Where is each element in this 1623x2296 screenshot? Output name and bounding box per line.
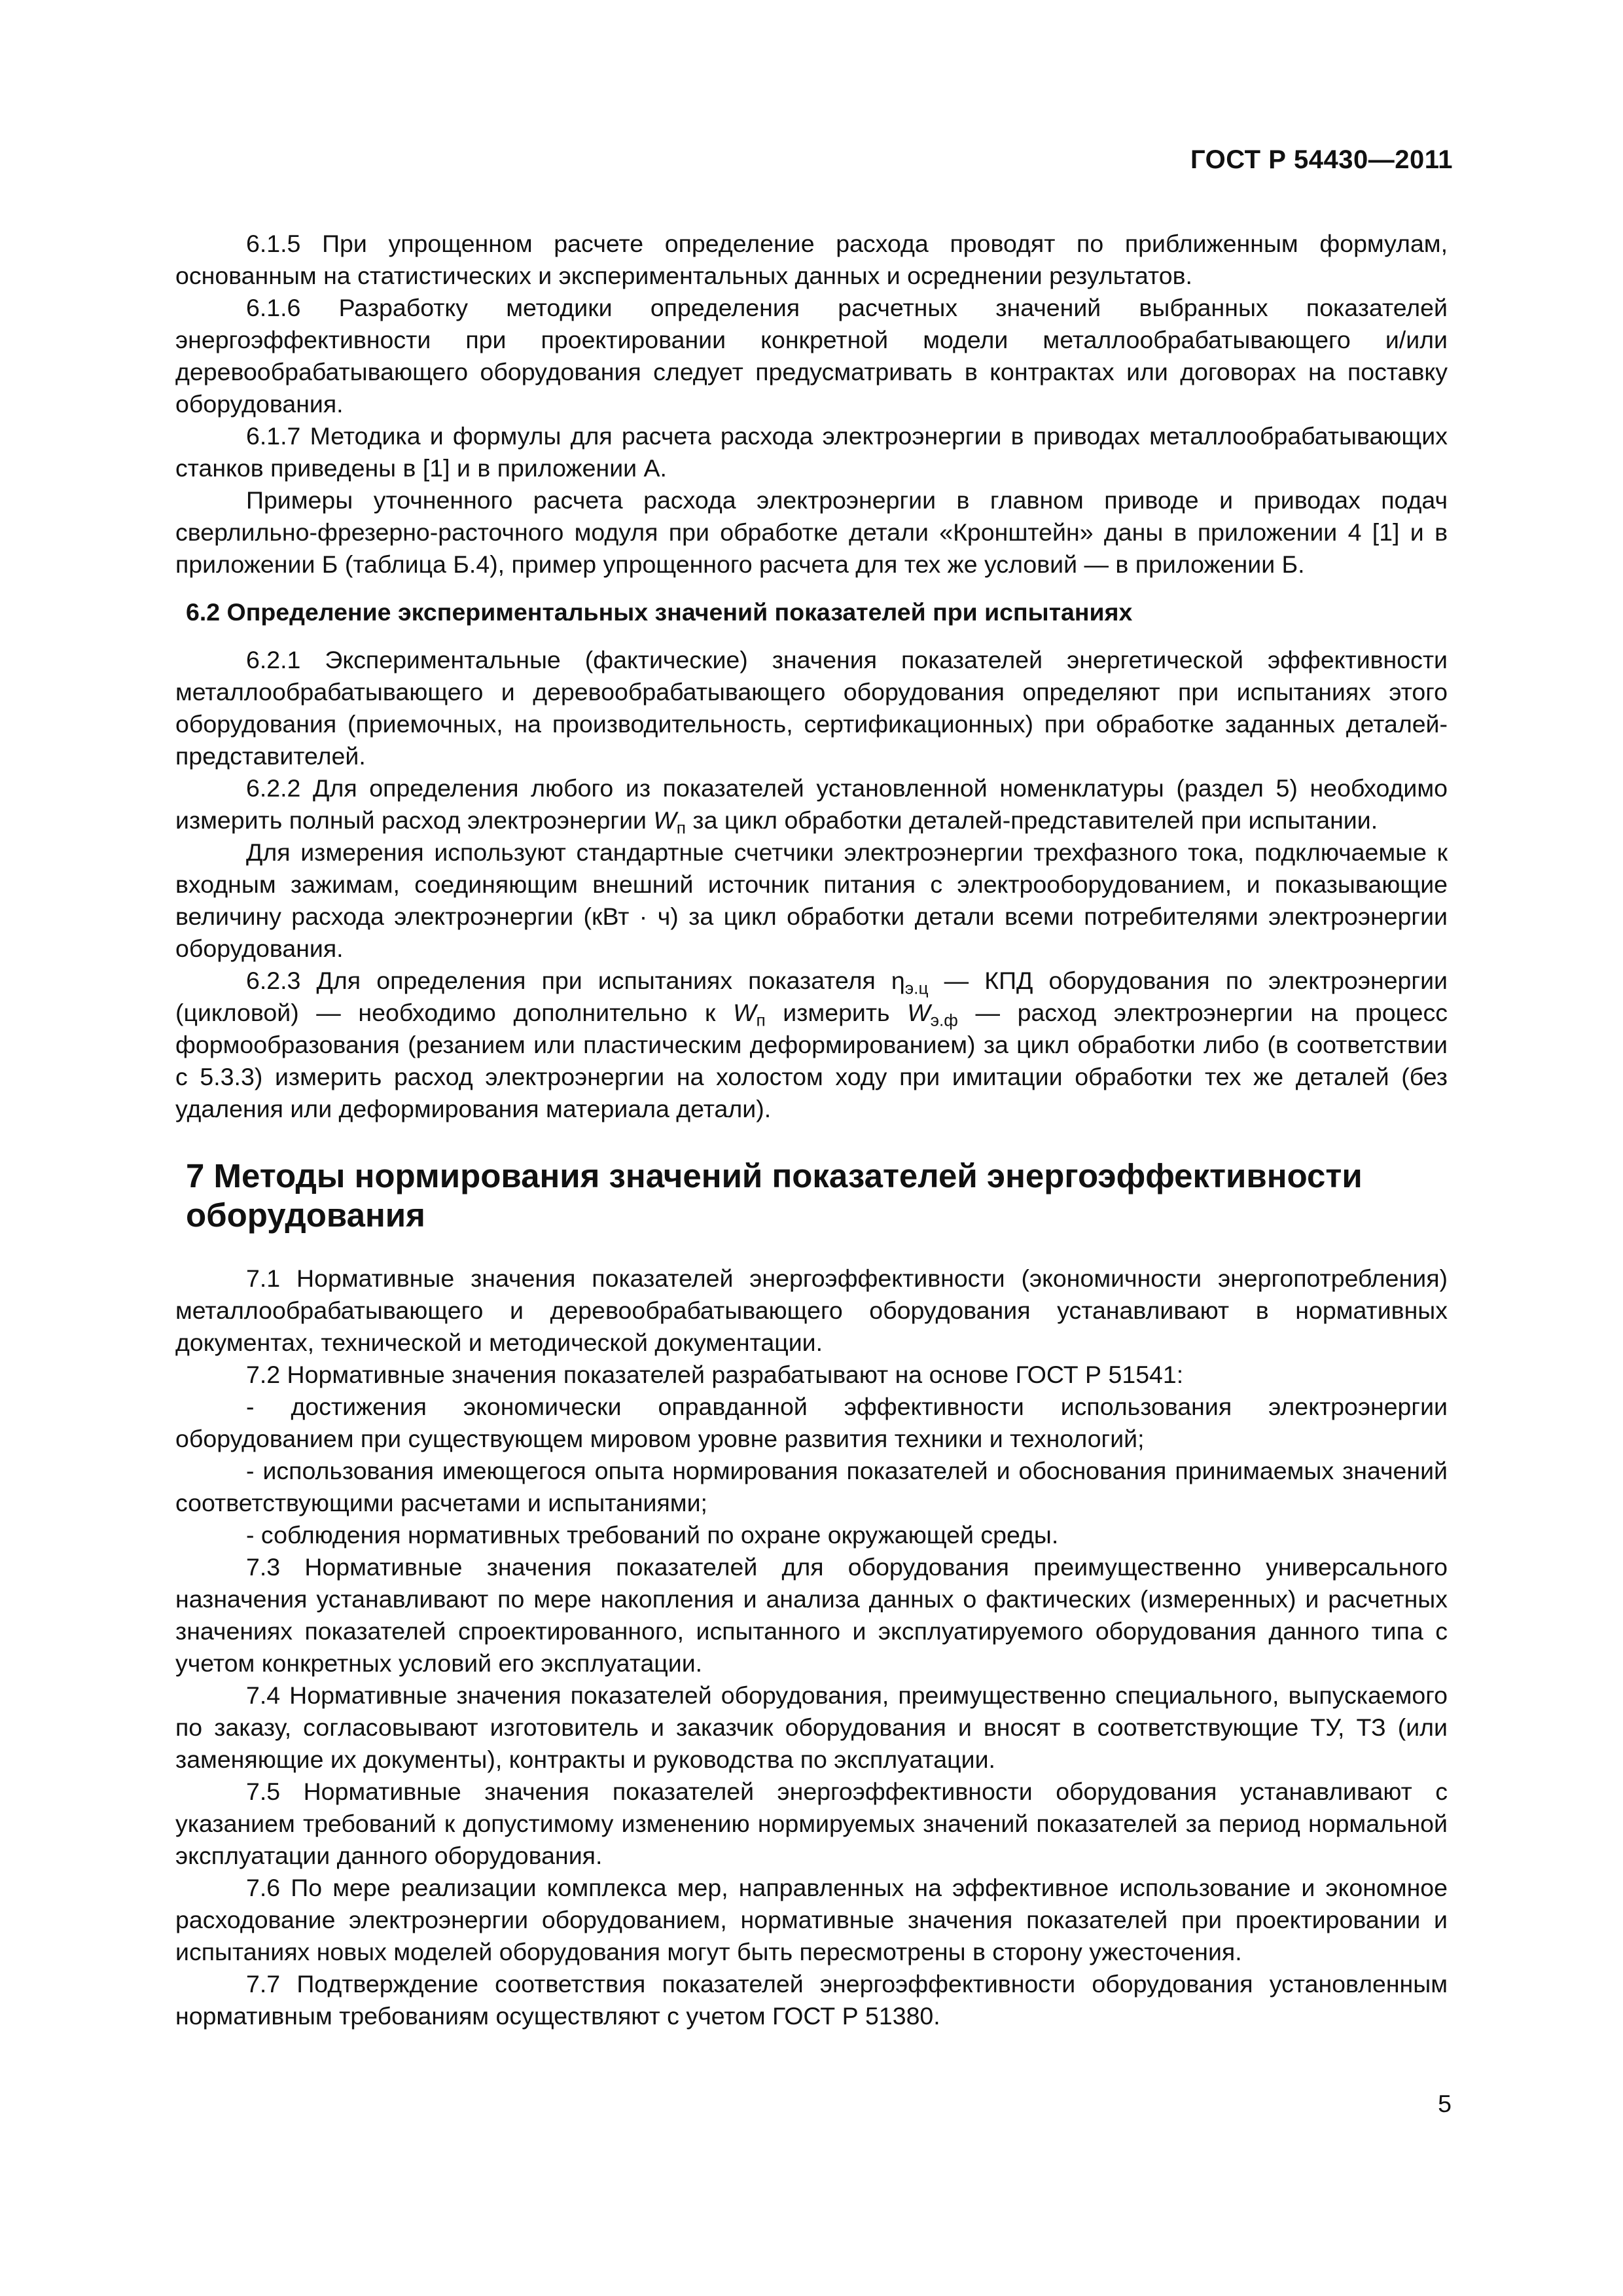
var-w-p-subscript: п [756, 1010, 766, 1030]
page-body [175, 228, 1448, 2032]
var-w-ef-subscript: э.ф [930, 1010, 958, 1030]
paragraph-6-1-7-examples: Примеры уточненного расчета расхода электроэнергии в главном приводе и приводах подач сверлильно-фрезерно-расточного модуля при обработке детали «Кронштейн» даны в приложении 4 [1] и в приложении Б (таблица Б.4), пример упрощенного расчета для тех же условий — в приложении Б. [175, 486, 1448, 578]
list-item-7-2-3: - соблюдения нормативных требований по охране окружающей среды. [246, 1521, 1059, 1549]
section-heading-7: 7 Методы нормирования значений показателей энергоэффективности оборудования [186, 1157, 1363, 1234]
paragraph-6-2-2-text-b: за цикл обработки деталей-представителей при испытании. [686, 806, 1378, 834]
paragraph-6-1-6: 6.1.6 Разработку методики определения расчетных значений выбранных показателей энергоэффективности при проектировании конкретной модели металлообрабатывающего и/или деревообрабатывающего оборудования следует предусматривать в контрактах или договорах на поставку оборудования. [175, 294, 1448, 418]
list-item-7-2-2: - использования имеющегося опыта нормирования показателей и обоснования принимаемых значений соответствующими расчетами и испытаниями; [175, 1457, 1448, 1516]
var-w: W [653, 806, 677, 834]
paragraph-6-2-2 [175, 772, 1448, 836]
paragraph-7-7: 7.7 Подтверждение соответствия показателей энергоэффективности оборудования установленным нормативным требованиям осуществляют с учетом ГОСТ Р 51380. [175, 1970, 1448, 2030]
paragraph-6-2-2-text-a: 6.2.2 Для определения любого из показателей установленной номенклатуры (раздел 5) необходимо измерить полный расход электроэнергии [175, 774, 1448, 834]
standard-code-header: ГОСТ Р 54430—2011 [1190, 145, 1453, 174]
paragraph-6-1-7: 6.1.7 Методика и формулы для расчета расхода электроэнергии в приводах металлообрабатывающих станков приведены в [1] и в приложении А. [175, 422, 1448, 482]
paragraph-6-1-5: 6.1.5 При упрощенном расчете определение расхода проводят по приближенным формулам, основанным на статистических и экспериментальных данных и осреднении результатов. [175, 230, 1448, 289]
var-w-p: W [733, 999, 757, 1026]
var-w-subscript: п [676, 817, 687, 838]
paragraph-7-3: 7.3 Нормативные значения показателей для оборудования преимущественно универсального назначения устанавливают по мере накопления и анализа данных о фактических (измеренных) и расчетных значениях показателей спроектированного, испытанного и эксплуатируемого оборудования данного типа с учетом конкретных условий его эксплуатации. [175, 1553, 1448, 1677]
paragraph-7-1: 7.1 Нормативные значения показателей энергоэффективности (экономичности энергопотребления) металлообрабатывающего и деревообрабатывающего оборудования устанавливают в нормативных документах, технической и методической документации. [175, 1265, 1448, 1356]
paragraph-6-2-1: 6.2.1 Экспериментальные (фактические) значения показателей энергетической эффективности металлообрабатывающего и деревообрабатывающего оборудования определяют при испытаниях этого оборудования (приемочных, на производительность, сертификационных) при обработке заданных деталей-представителей. [175, 646, 1448, 770]
paragraph-7-2: 7.2 Нормативные значения показателей разрабатывают на основе ГОСТ Р 51541: [246, 1361, 1184, 1388]
paragraph-6-2-3-text-b: — КПД оборудования по электроэнергии (цикловой) — необходимо дополнительно к [175, 967, 1448, 1026]
paragraph-7-6: 7.6 По мере реализации комплекса мер, направленных на эффективное использование и экономное расходование электроэнергии оборудованием, нормативные значения показателей при проектировании и испытаниях новых моделей оборудования могут быть пересмотрены в сторону ужесточения. [175, 1874, 1448, 1965]
paragraph-6-2-3 [175, 965, 1448, 1125]
paragraph-6-2-3-text-c: измерить [765, 999, 908, 1026]
var-eta-subscript: э.ц [904, 978, 929, 998]
var-w-ef: W [907, 999, 931, 1026]
paragraph-7-4: 7.4 Нормативные значения показателей оборудования, преимущественно специального, выпускаемого по заказу, согласовывают изготовитель и заказчик оборудования и вносят в соответствующие ТУ, ТЗ (или заменяющие их документы), контракты и руководства по эксплуатации. [175, 1681, 1448, 1773]
paragraph-7-5: 7.5 Нормативные значения показателей энергоэффективности оборудования устанавливают с указанием требований к допустимому изменению нормируемых значений показателей за период нормальной эксплуатации данного оборудования. [175, 1778, 1448, 1869]
list-item-7-2-1: - достижения экономически оправданной эффективности использования электроэнергии оборудованием при существующем мировом уровне развития техники и технологий; [175, 1393, 1448, 1452]
subsection-heading-6-2: 6.2 Определение экспериментальных значений показателей при испытаниях [186, 598, 1133, 626]
paragraph-6-2-2-measurement: Для измерения используют стандартные счетчики электроэнергии трехфазного тока, подключаемые к входным зажимам, соединяющим внешний источник питания с электрооборудованием, и показывающие величину расхода электроэнергии (кВт · ч) за цикл обработки детали всеми потребителями электроэнергии оборудования. [175, 838, 1448, 962]
paragraph-6-2-3-text-d: — расход электроэнергии на процесс формообразования (резанием или пластическим деформированием) за цикл обработки либо (в соответствии с 5.3.3) измерить расход электроэнергии на холостом ходу при имитации обработки тех же деталей (без удаления или деформирования материала детали). [175, 999, 1448, 1122]
paragraph-6-2-3-text-a: 6.2.3 Для определения при испытаниях показателя [246, 967, 891, 994]
var-eta: η [891, 967, 905, 994]
page-number: 5 [1438, 2090, 1452, 2117]
